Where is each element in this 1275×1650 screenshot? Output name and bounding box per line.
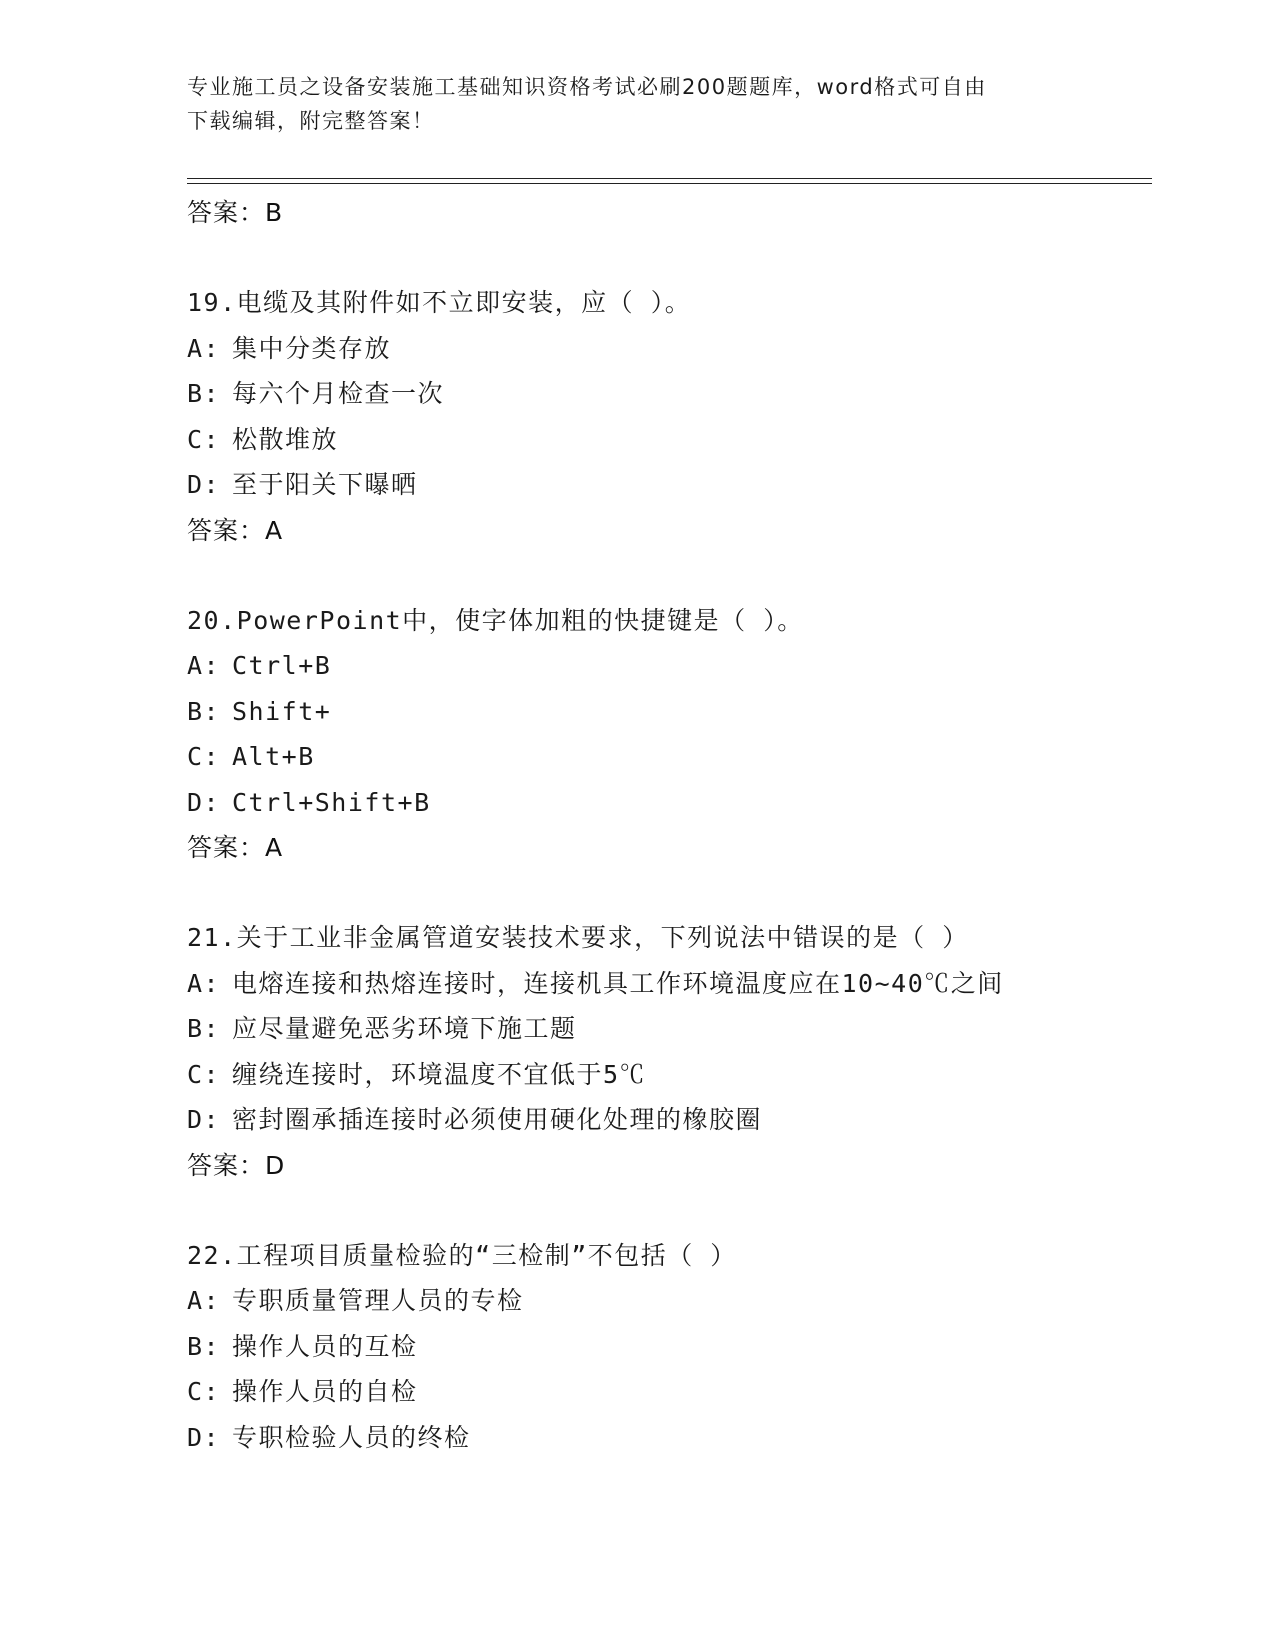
- spacer: [187, 553, 1147, 598]
- header-line-2: 下载编辑，附完整答案！: [187, 109, 435, 133]
- answer-label: 答案：A: [187, 515, 284, 545]
- option-letter: C:: [187, 1059, 221, 1089]
- option-a: [187, 326, 1147, 372]
- option-letter: B:: [187, 696, 221, 726]
- option-text: 缠绕连接时，环境温度不宜低于5℃: [232, 1059, 647, 1089]
- option-b: [187, 689, 1147, 735]
- option-letter: C:: [187, 742, 221, 771]
- option-letter: A:: [187, 968, 221, 998]
- option-b: [187, 371, 1147, 417]
- option-text: 专职质量管理人员的专检: [232, 1286, 524, 1315]
- option-letter: D:: [187, 1422, 221, 1452]
- question-22-text: 22.工程项目质量检验的“三检制”不包括（ ）: [187, 1240, 737, 1270]
- option-letter: B:: [187, 1331, 221, 1361]
- option-c: [187, 1052, 1147, 1098]
- header-rule-top: [187, 178, 1152, 179]
- option-text: 至于阳关下曝晒: [232, 470, 418, 499]
- option-letter: A:: [187, 1286, 221, 1315]
- option-text: 操作人员的自检: [232, 1377, 418, 1406]
- option-letter: A:: [187, 651, 221, 680]
- option-letter: C:: [187, 424, 221, 454]
- question-19-text: 19.电缆及其附件如不立即安装，应（ ）。: [187, 288, 692, 317]
- option-letter: D:: [187, 1105, 221, 1134]
- option-text: 应尽量避免恶劣环境下施工题: [232, 1014, 577, 1043]
- option-text: 松散堆放: [232, 424, 339, 454]
- option-text: Alt+B: [232, 742, 315, 771]
- option-text: 电熔连接和热熔连接时，连接机具工作环境温度应在10~40℃之间: [232, 968, 1004, 998]
- option-text: Shift+: [232, 696, 332, 726]
- option-text: 每六个月检查一次: [232, 379, 445, 408]
- option-a: [187, 643, 1147, 689]
- option-c: [187, 417, 1147, 463]
- option-text: Ctrl+B: [232, 651, 332, 680]
- option-d: [187, 462, 1147, 508]
- document-header: [187, 70, 1067, 138]
- option-b: [187, 1324, 1147, 1370]
- spacer: [187, 235, 1147, 280]
- option-letter: C:: [187, 1377, 221, 1406]
- option-b: [187, 1006, 1147, 1052]
- option-d: [187, 1415, 1147, 1461]
- option-letter: B:: [187, 1014, 221, 1043]
- question-list: [187, 190, 1147, 1460]
- option-letter: A:: [187, 333, 221, 363]
- option-d: [187, 1097, 1147, 1143]
- answer-label: 答案：A: [187, 833, 284, 862]
- header-line-1: 专业施工员之设备安装施工基础知识资格考试必刷200题题库，word格式可自由: [187, 75, 987, 99]
- question-21-text: 21.关于工业非金属管道安装技术要求，下列说法中错误的是（ ）: [187, 923, 969, 952]
- option-d: [187, 780, 1147, 826]
- spacer: [187, 870, 1147, 915]
- answer-label: 答案：B: [187, 198, 284, 227]
- option-letter: D:: [187, 470, 221, 499]
- option-text: 专职检验人员的终检: [232, 1422, 471, 1452]
- option-c: [187, 1369, 1147, 1415]
- option-c: [187, 734, 1147, 780]
- option-text: Ctrl+Shift+B: [232, 787, 431, 817]
- spacer: [187, 1188, 1147, 1233]
- option-text: 操作人员的互检: [232, 1331, 418, 1361]
- option-text: 密封圈承插连接时必须使用硬化处理的橡胶圈: [232, 1105, 763, 1134]
- option-a: [187, 961, 1147, 1007]
- option-text: 集中分类存放: [232, 333, 392, 363]
- option-letter: D:: [187, 787, 221, 817]
- option-a: [187, 1278, 1147, 1324]
- answer-label: 答案：D: [187, 1150, 286, 1180]
- question-20-text: 20.PowerPoint中，使字体加粗的快捷键是（ ）。: [187, 605, 804, 635]
- header-rule-bottom: [187, 183, 1152, 184]
- option-letter: B:: [187, 379, 221, 408]
